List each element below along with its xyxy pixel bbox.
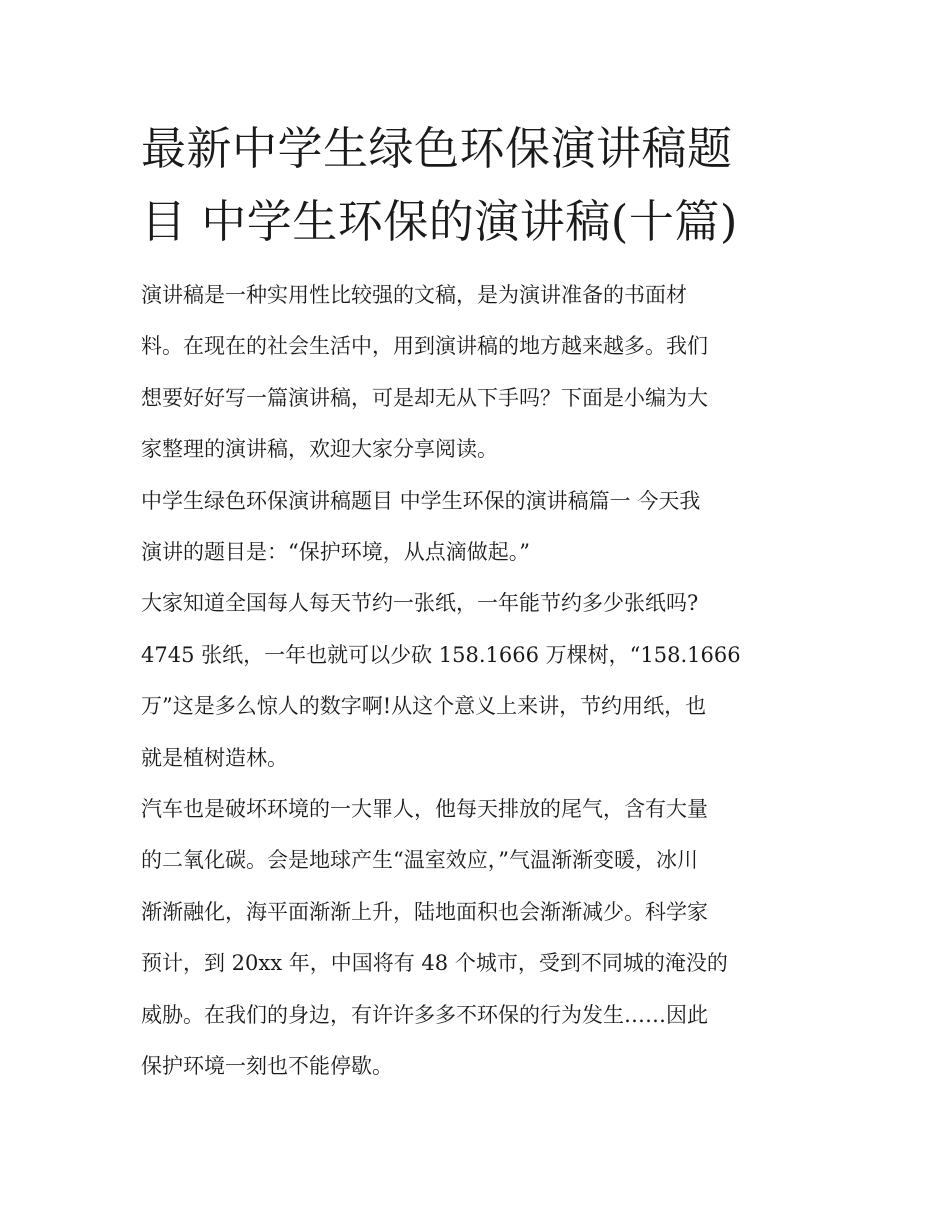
paragraph-speech-heading (141, 476, 813, 579)
paragraph-paper-saving (141, 578, 813, 784)
paragraph-line: 料。在现在的社会生活中，用到演讲稿的地方越来越多。我们 (141, 334, 708, 359)
paragraph-line: 万”这是多么惊人的数字啊!从这个意义上来讲，节约用纸，也 (141, 694, 707, 719)
paragraph-intro (141, 270, 813, 476)
document-title (141, 112, 813, 258)
paragraph-car-emissions (141, 784, 813, 1092)
paragraph-line: 的二氧化碳。会是地球产生“温室效应，”气温渐渐变暖，冰川 (141, 848, 698, 873)
paragraph-line: 渐渐融化，海平面渐渐上升，陆地面积也会渐渐减少。科学家 (141, 899, 708, 924)
paragraph-line: 家整理的演讲稿，欢迎大家分享阅读。 (141, 437, 498, 462)
title-line: 最新中学生绿色环保演讲稿题 (141, 122, 733, 175)
paragraph-line: 中学生绿色环保演讲稿题目 中学生环保的演讲稿篇一 今天我 (141, 488, 701, 513)
paragraph-line: 预计，到 20xx 年，中国将有 48 个城市，受到不同城的淹没的 (141, 951, 728, 976)
document-page (141, 112, 813, 1093)
paragraph-line: 大家知道全国每人每天节约一张纸，一年能节约多少张纸吗? (141, 591, 699, 616)
paragraph-line: 演讲的题目是：“保护环境，从点滴做起。” (141, 540, 530, 565)
paragraph-line: 想要好好写一篇演讲稿，可是却无从下手吗？下面是小编为大 (141, 385, 708, 410)
title-line: 目 中学生环保的演讲稿(十篇) (141, 195, 738, 248)
paragraph-line: 保护环境一刻也不能停歇。 (141, 1054, 393, 1079)
paragraph-line: 4745 张纸，一年也就可以少砍 158.1666 万棵树，“158.1666 (141, 642, 741, 667)
paragraph-line: 演讲稿是一种实用性比较强的文稿，是为演讲准备的书面材 (141, 283, 687, 307)
paragraph-line: 威胁。在我们的身边，有许许多多不环保的行为发生……因此 (141, 1002, 708, 1027)
paragraph-line: 就是植树造林。 (141, 745, 288, 770)
paragraph-line: 汽车也是破坏环境的一大罪人，他每天排放的尾气，含有大量 (141, 797, 708, 822)
